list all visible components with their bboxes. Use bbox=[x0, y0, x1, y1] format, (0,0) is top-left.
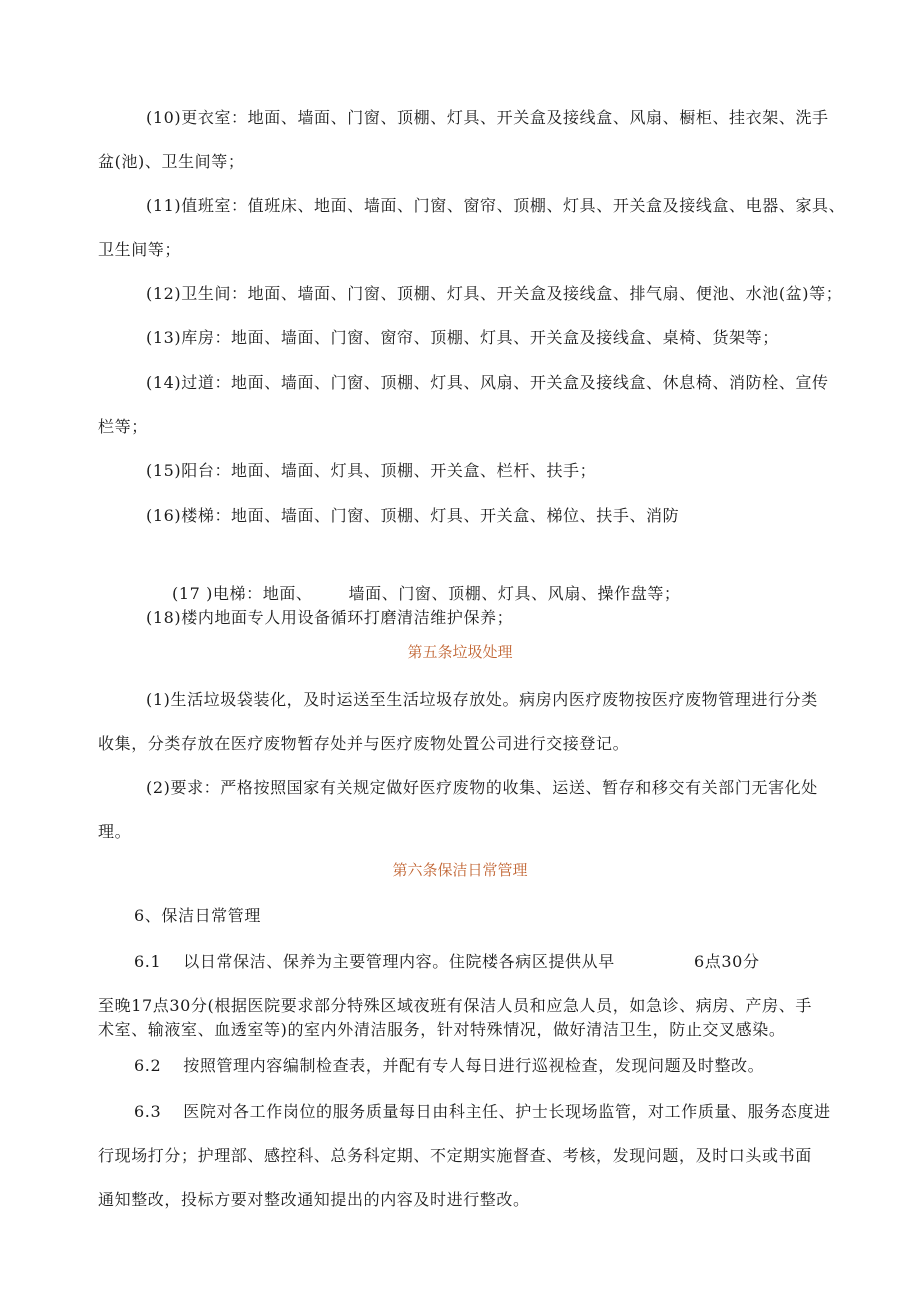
item-11-line-2: 卫生间等； bbox=[98, 240, 182, 259]
clause-6-1-time: 6点30分 bbox=[694, 952, 760, 971]
clause-6-2 bbox=[134, 1056, 764, 1076]
clause-6-3-number: 6.3 bbox=[134, 1102, 162, 1121]
item-15: (15)阳台：地面、墙面、灯具、顶棚、开关盒、栏杆、扶手； bbox=[146, 461, 597, 480]
clause-6-2-number: 6.2 bbox=[134, 1056, 162, 1075]
item-12: (12)卫生间：地面、墙面、门窗、顶棚、灯具、开关盒及接线盒、排气扇、便池、水池(盆)等； bbox=[146, 284, 843, 303]
item-17-part-2: 墙面、门窗、顶棚、灯具、风扇、操作盘等； bbox=[348, 584, 681, 603]
article-5-p2-line-2: 理。 bbox=[98, 822, 132, 841]
article-5-p2-line-1: (2)要求：严格按照国家有关规定做好医疗废物的收集、运送、暂存和移交有关部门无害化处 bbox=[146, 778, 818, 797]
item-11-line-1: (11)值班室：值班床、地面、墙面、门窗、窗帘、顶棚、灯具、开关盒及接线盒、电器、家具、 bbox=[146, 196, 846, 215]
clause-6-1-line-2: 至晚17点30分(根据医院要求部分特殊区域夜班有保洁人员和应急人员，如急诊、病房、产房、手 bbox=[98, 996, 812, 1015]
item-16: (16)楼梯：地面、墙面、门窗、顶棚、灯具、开关盒、梯位、扶手、消防 bbox=[146, 506, 680, 525]
item-10-line-2: 盆(池)、卫生间等； bbox=[98, 152, 245, 171]
article-5-p1-line-2: 收集，分类存放在医疗废物暂存处并与医疗废物处置公司进行交接登记。 bbox=[98, 734, 630, 753]
item-13: (13)库房：地面、墙面、门窗、窗帘、顶棚、灯具、开关盒及接线盒、桌椅、货架等； bbox=[146, 328, 779, 347]
item-18: (18)楼内地面专人用设备循环打磨清洁维护保养； bbox=[146, 608, 514, 627]
clause-6-3-line-1 bbox=[134, 1102, 831, 1122]
clause-6-1-line-1 bbox=[134, 952, 615, 972]
article-6-title: 第六条保洁日常管理 bbox=[392, 861, 528, 879]
clause-6-2-text: 按照管理内容编制检查表，并配有专人每日进行巡视检查，发现问题及时整改。 bbox=[183, 1056, 765, 1075]
article-5-p1-line-1: (1)生活垃圾袋装化，及时运送至生活垃圾存放处。病房内医疗废物按医疗废物管理进行分类 bbox=[146, 690, 818, 709]
item-17-part-1: (17 )电梯：地面、 bbox=[172, 584, 313, 603]
clause-6-3-line-2: 行现场打分；护理部、感控科、总务科定期、不定期实施督查、考核，发现问题，及时口头或书面 bbox=[98, 1146, 812, 1165]
item-17 bbox=[172, 584, 681, 604]
item-10-line-1: (10)更衣室：地面、墙面、门窗、顶棚、灯具、开关盒及接线盒、风扇、橱柜、挂衣架、洗手 bbox=[146, 108, 829, 127]
clause-6-1-line-3: 术室、输液室、血透室等)的室内外清洁服务，针对特殊情况，做好清洁卫生，防止交叉感染。 bbox=[98, 1020, 786, 1039]
article-5-title: 第五条垃圾处理 bbox=[407, 643, 513, 661]
item-14-line-2: 栏等； bbox=[98, 417, 148, 436]
clause-6-1-number: 6.1 bbox=[134, 952, 162, 971]
item-14-line-1: (14)过道：地面、墙面、门窗、顶棚、灯具、风扇、开关盒及接线盒、休息椅、消防栓、宣传 bbox=[146, 373, 829, 392]
clause-6-1-text: 以日常保洁、保养为主要管理内容。住院楼各病区提供从早 bbox=[183, 952, 615, 971]
section-6-heading: 6、保洁日常管理 bbox=[134, 906, 261, 925]
clause-6-3-line-3: 通知整改，投标方要对整改通知提出的内容及时进行整改。 bbox=[98, 1190, 530, 1209]
clause-6-3-text: 医院对各工作岗位的服务质量每日由科主任、护士长现场监管，对工作质量、服务态度进 bbox=[183, 1102, 831, 1121]
